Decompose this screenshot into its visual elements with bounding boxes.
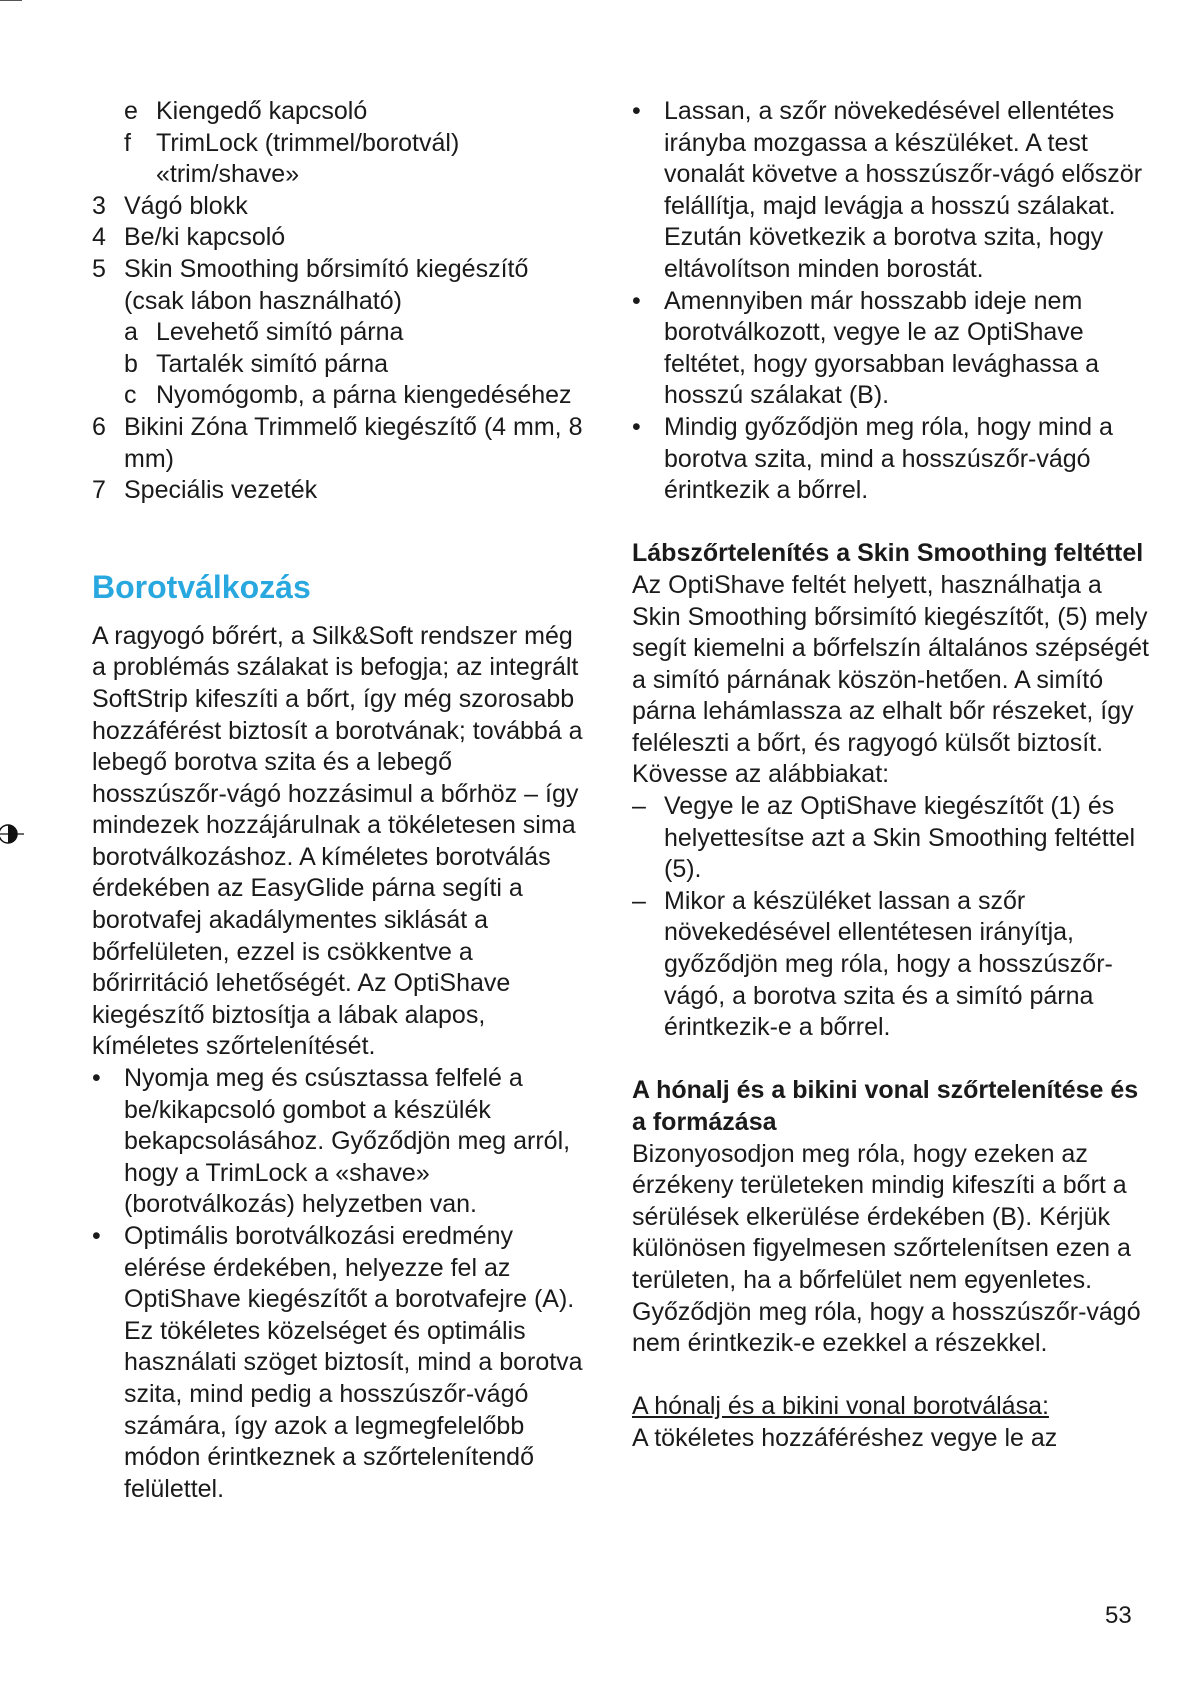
parts-list xyxy=(92,96,592,507)
bullet-item: • Mindig győződjön meg róla, hogy mind a borotva szita, mind a hosszúszőr-vágó érintkezik a bőrrel. xyxy=(632,412,1113,505)
list-item: 6 Bikini Zóna Trimmelő kiegészítő (4 mm, 8 mm) xyxy=(92,412,583,473)
dash-item: – Mikor a készüléket lassan a szőr növekedésével ellentétesen irányítja, győződjön meg róla, hogy a hosszúszőr-vágó, a borotva szita és a simító párna érintkezik-e a bőrrel. xyxy=(632,886,1113,1042)
bullet-item: • Optimális borotválkozási eredmény elérése érdekében, helyezze fel az OptiShave kiegészítőt a borotvafejre (A). Ez tökéletes közelséget és optimális használati szöget biztosít, mind a borotva szita, mind pedig a hosszúszőr-vágó számára, így azok a legmegfelelőbb módon érintkeznek a szőrtelenítendő felülettel. xyxy=(92,1222,583,1503)
list-item: 5 Skin Smoothing bőrsimító kiegészítő (csak lábon használható) xyxy=(92,254,529,315)
section-heading: Borotválkozás xyxy=(92,568,311,605)
paragraph: A tökéletes hozzáféréshez vegye le az xyxy=(632,1423,1058,1452)
subsection-heading-underlined: A hónalj és a bikini vonal borotválása: xyxy=(632,1392,1049,1421)
crop-mark xyxy=(0,0,22,1)
list-item: 3 Vágó blokk xyxy=(92,191,248,220)
list-item: c Nyomógomb, a párna kiengedéséhez xyxy=(124,381,572,410)
list-item: a Levehető simító párna xyxy=(124,318,404,347)
list-item: 4 Be/ki kapcsoló xyxy=(92,223,286,252)
paragraph: Bizonyosodjon meg róla, hogy ezeken az érzékeny területeken mindig kifeszíti a bőrt a sérülések elkerülése érdekében (B). Kérjük különösen figyelmesen szőrtelenítsen ezen a területen, ha a bőrfelület nem egyenletes. Győződjön meg róla, hogy a hosszúszőr-vágó nem érintkezik-e ezekkel a részekkel. xyxy=(632,1139,1141,1358)
list-item: f TrimLock (trimmel/borotvál) «trim/shave» xyxy=(124,128,460,189)
dash-item: – Vegye le az OptiShave kiegészítőt (1) és helyettesítse azt a Skin Smoothing feltéttel (5). xyxy=(632,792,1136,884)
bullet-item: • Amennyiben már hosszabb ideje nem borotválkozott, vegye le az OptiShave feltétet, hogy gyorsabban levághassa a hosszú szálakat (B). xyxy=(632,286,1100,410)
list-item: e Kiengedő kapcsoló xyxy=(124,97,368,125)
paragraph: Kövesse az alábbiakat: xyxy=(632,760,890,789)
bullet-item: • Nyomja meg és csúsztassa felfelé a be/kikapcsoló gombot a készülék bekapcsolásához. Győződjön meg arról, hogy a TrimLock a «shave» (borotválkozás) helyzetben van. xyxy=(92,1064,571,1219)
bullet-item: • Lassan, a szőr növekedésével ellentétes irányba mozgassa a készüléket. A test vonalát követve a hosszúszőr-vágó először felállítja, majd levágja a hosszú szálakat. Ezután következik a borotva szita, hogy eltávolítson minden borostát. xyxy=(632,97,1143,283)
subsection-heading: A hónalj és a bikini vonal szőrtelenítése és a formázása xyxy=(632,1076,1139,1136)
list-item: 7 Speciális vezeték xyxy=(92,476,318,505)
subsection-heading: Lábszőrtelenítés a Skin Smoothing feltéttel xyxy=(632,539,1144,568)
intro-paragraph: A ragyogó bőrért, a Silk&Soft rendszer még a problémás szálakat is befogja; az integrált SoftStrip kifeszíti a bőrt, így még szorosabb hozzáférést biztosít a borotvának; továbbá a lebegő borotva szita és a lebegő hosszúszőr-vágó hozzásimul a bőrhöz – így mindezek hozzájárulnak a tökéletesen sima borotválkozáshoz. A kíméletes borotválás érdekében az EasyGlide párna segíti a borotvafej akadálymentes siklását a bőrfelületen, ezzel is csökkentve a bőrirritáció lehetőségét. Az OptiShave kiegészítő biztosítja a lábak alapos, kíméletes szőrtelenítését. xyxy=(92,621,583,1061)
page-number: 53 xyxy=(1105,1602,1132,1629)
paragraph: Az OptiShave feltét helyett, használhatja a Skin Smoothing bőrsimító kiegészítőt, (5) mely segít kiemelni a bőrfelszín általános szépségét a simító párnának köszön-hetően. A simító párna lehámlassza az elhalt bőr részeket, így feléleszti a bőrt, és ragyogó külsőt biztosít. xyxy=(632,570,1149,757)
list-item: b Tartalék simító párna xyxy=(124,349,389,378)
registration-mark-icon xyxy=(0,822,24,846)
left-column xyxy=(92,96,592,1505)
right-column xyxy=(632,96,1152,1455)
